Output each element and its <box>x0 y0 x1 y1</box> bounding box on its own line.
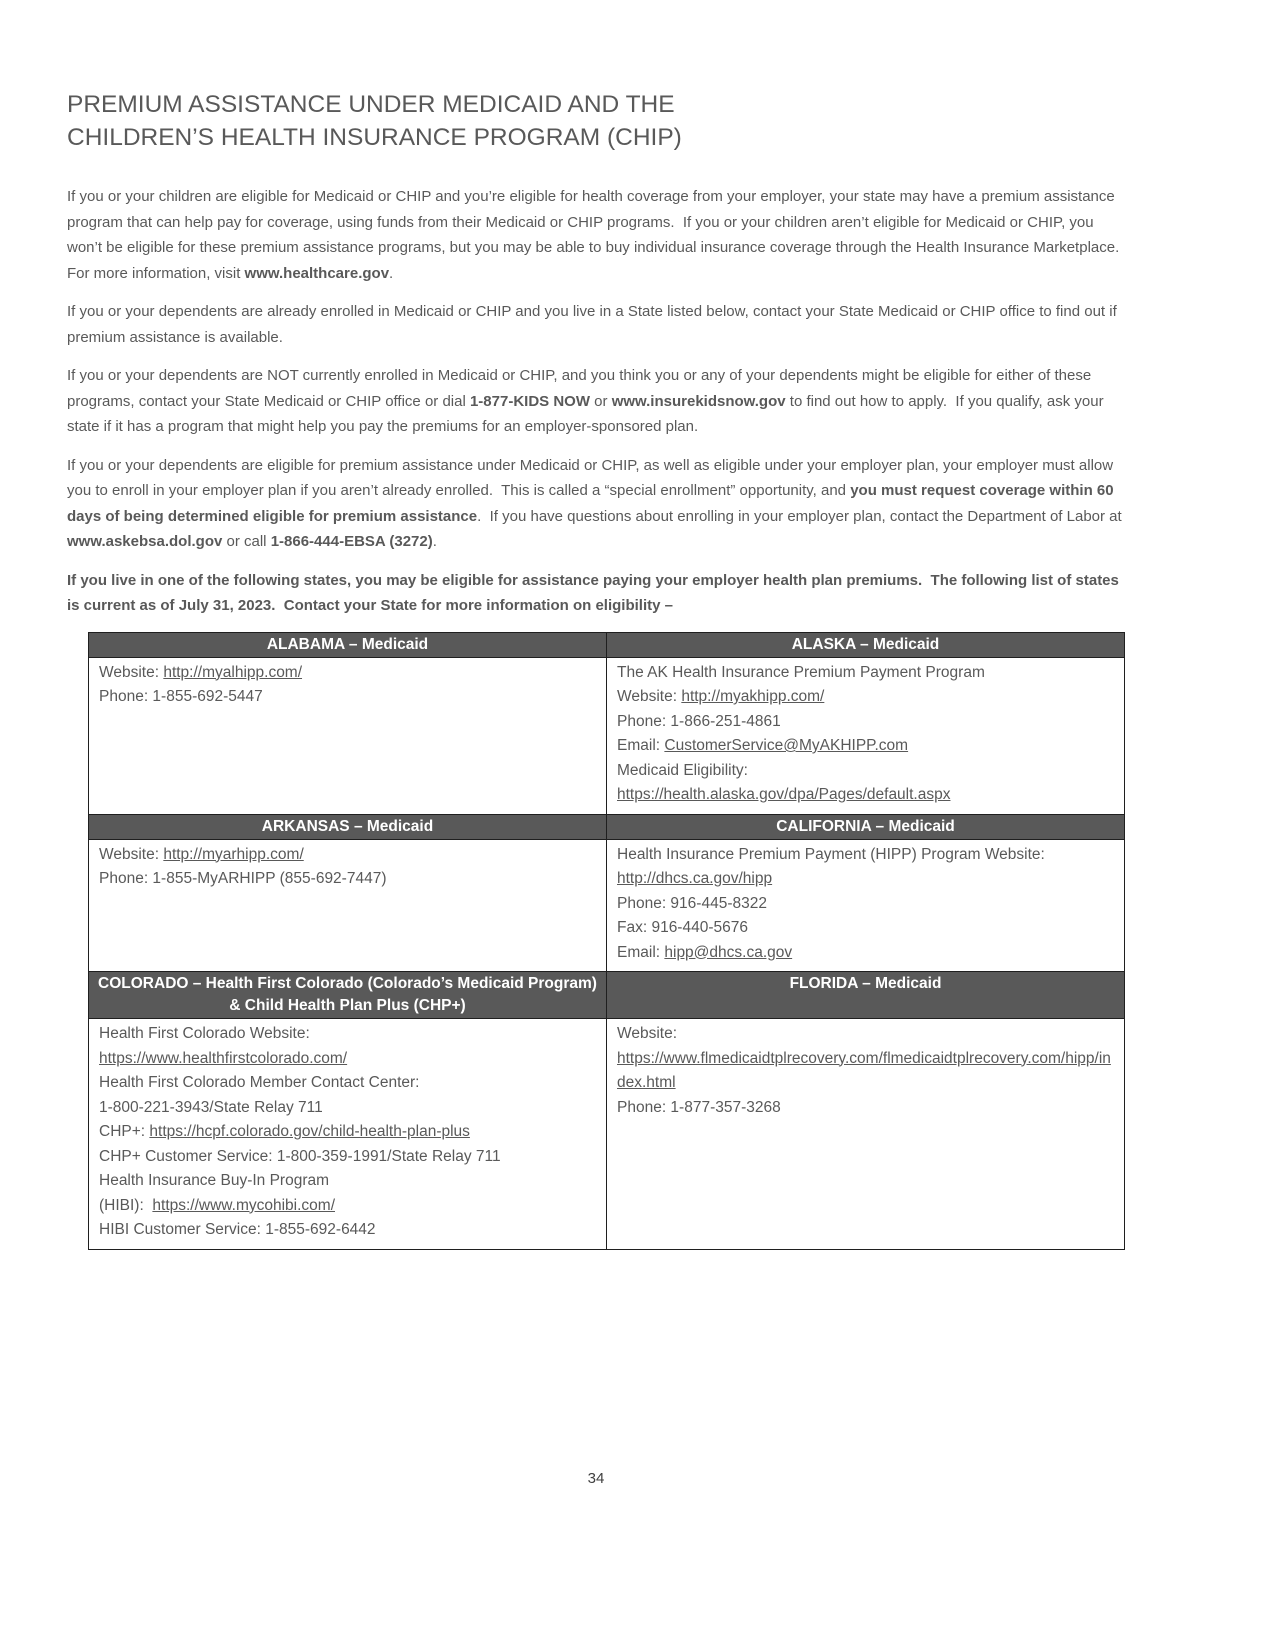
text-run: Phone: 1-855-MyARHIPP (855-692-7447) <box>99 870 387 887</box>
text-run: you must request coverage within 60 days of being determined eligible for premium assistance <box>67 482 1118 525</box>
text-run: www.healthcare.gov <box>244 264 390 282</box>
paragraph-states-list-intro <box>67 568 1125 619</box>
text-run: Website: <box>617 688 682 705</box>
text-run: Phone: 916-445-8322 <box>617 894 767 912</box>
colorado-hibi-link[interactable]: https://www.mycohibi.com/ <box>152 1196 335 1214</box>
cell-line <box>99 661 598 686</box>
text-run: Website: <box>617 1025 678 1042</box>
text-run: . If you have questions about enrolling in your employer plan, contact the Department of Labor at <box>477 507 1126 525</box>
cell-line <box>617 892 1116 917</box>
text-run: . <box>432 533 437 550</box>
paragraph-special-enrollment <box>67 453 1125 555</box>
text-run: Fax: 916-440-5676 <box>617 919 748 936</box>
table-cell-california <box>607 839 1125 972</box>
table-content-row-3 <box>89 1019 1125 1250</box>
page-number: 34 <box>587 1470 605 1487</box>
cell-line <box>617 916 1116 941</box>
alaska-email-link[interactable]: CustomerService@MyAKHIPP.com <box>664 737 909 754</box>
california-website-link[interactable]: http://dhcs.ca.gov/hipp <box>617 870 773 887</box>
text-run: Email: <box>617 737 665 754</box>
text-run: 1-877-KIDS NOW <box>469 392 590 410</box>
cell-line <box>99 1218 598 1243</box>
text-run: HIBI Customer Service: 1-855-692-6442 <box>99 1221 376 1238</box>
text-run: 1-800-221-3943/State Relay 711 <box>99 1098 323 1116</box>
cell-line <box>99 1022 598 1047</box>
cell-line <box>617 867 1116 892</box>
cell-line <box>99 1194 598 1219</box>
table-header-row-3 <box>89 972 1125 1019</box>
cell-line <box>99 685 598 710</box>
text-run: If you or your children are eligible for Medicaid or CHIP and you’re eligible for health coverage from your employer, your state may have a premium assistance program that can help pay for coverage, using funds from their Medicaid or CHIP programs. If you or your children aren’t eligible for Medicaid or CHIP, you won’t be eligible for these premium assistance programs, but you may be able to buy individual insurance coverage through the Health Insurance Marketplace. For more information, visit <box>67 188 1128 282</box>
text-run: Health First Colorado Member Contact Center: <box>99 1074 420 1091</box>
text-run: CHP+: <box>99 1123 150 1140</box>
cell-line <box>99 843 598 868</box>
cell-line <box>617 1022 1116 1047</box>
text-run: www.askebsa.dol.gov <box>67 533 223 550</box>
table-header-row-2 <box>89 814 1125 839</box>
text-run: Website: <box>99 663 164 681</box>
cell-line <box>617 1047 1116 1096</box>
table-content-row-2 <box>89 839 1125 972</box>
text-run: Website: <box>99 845 164 863</box>
text-run: CHP+ Customer Service: 1-800-359-1991/State Relay 711 <box>99 1147 501 1165</box>
text-run: 1-866-444-EBSA (3272) <box>270 533 433 550</box>
cell-line <box>99 867 598 892</box>
paragraph-already-enrolled <box>67 299 1125 350</box>
cell-line <box>617 783 1116 808</box>
text-run: Phone: 1-877-357-3268 <box>617 1098 781 1116</box>
text-run: Health First Colorado Website: <box>99 1025 310 1042</box>
table-header-alabama: ALABAMA – Medicaid <box>89 632 607 657</box>
text-run: If you or your dependents are NOT currently enrolled in Medicaid or CHIP, and you think you or any of your dependents might be eligible for either of these programs, contact your State Medicaid or CHIP office or dial <box>67 367 1096 410</box>
document-content <box>67 88 1128 1250</box>
page-title-line-1: PREMIUM ASSISTANCE UNDER MEDICAID AND THE <box>67 91 675 118</box>
arkansas-website-link[interactable]: http://myarhipp.com/ <box>163 845 304 863</box>
text-run: Medicaid Eligibility: <box>617 761 748 779</box>
cell-line <box>99 1071 598 1096</box>
text-run: Phone: 1-855-692-5447 <box>99 688 263 705</box>
text-run: or call <box>222 533 271 550</box>
cell-line <box>617 734 1116 759</box>
florida-website-link[interactable]: https://www.flmedicaidtplrecovery.com/flmedicaidtplrecovery.com/hipp/index.html <box>617 1049 1111 1091</box>
table-cell-florida <box>607 1019 1125 1250</box>
table-header-california: CALIFORNIA – Medicaid <box>607 814 1125 839</box>
table-cell-arkansas <box>89 839 607 972</box>
text-run: If you live in one of the following states, you may be eligible for assistance paying your employer health plan premiums. The following list of states is current as of July 31, 2023. Contact your State for more information on eligibility – <box>67 571 1124 614</box>
cell-line <box>99 1047 598 1072</box>
text-run: Health Insurance Buy-In Program <box>99 1172 330 1189</box>
cell-line <box>617 710 1116 735</box>
state-assistance-table <box>88 632 1125 1250</box>
text-run: If you or your dependents are eligible for premium assistance under Medicaid or CHIP, as well as eligible under your employer plan, your employer must allow you to enroll in your employer plan if you aren’t already enrolled. This is called a “special enrollment” opportunity, and <box>67 456 1118 499</box>
table-header-arkansas: ARKANSAS – Medicaid <box>89 814 607 839</box>
colorado-chp-plus-link[interactable]: https://hcpf.colorado.gov/child-health-plan-plus <box>149 1123 470 1140</box>
alaska-eligibility-link[interactable]: https://health.alaska.gov/dpa/Pages/default.aspx <box>617 786 951 803</box>
table-cell-colorado <box>89 1019 607 1250</box>
cell-line <box>617 685 1116 710</box>
text-run: www.insurekidsnow.gov <box>611 392 786 410</box>
text-run: Health Insurance Premium Payment (HIPP) Program Website: <box>617 845 1045 863</box>
cell-line <box>99 1096 598 1121</box>
table-content-row-1 <box>89 657 1125 814</box>
text-run: If you or your dependents are already enrolled in Medicaid or CHIP and you live in a State listed below, contact your State Medicaid or CHIP office to find out if premium assistance is available. <box>67 303 1121 346</box>
text-run: to find out how to apply. If you qualify, ask your state if it has a program that might help you pay the premiums for an employer-sponsored plan. <box>67 392 1108 435</box>
cell-line <box>99 1120 598 1145</box>
cell-line <box>617 1096 1116 1121</box>
table-header-row-1 <box>89 632 1125 657</box>
cell-line <box>617 843 1116 868</box>
table-cell-alaska <box>607 657 1125 814</box>
paragraph-premium-assistance-intro <box>67 184 1128 286</box>
text-run: (HIBI): <box>99 1196 153 1214</box>
text-run: or <box>590 392 612 410</box>
page-title <box>67 88 1125 154</box>
page-title-line-2: CHILDREN’S HEALTH INSURANCE PROGRAM (CHIP) <box>67 124 682 151</box>
cell-line <box>617 941 1116 966</box>
alabama-website-link[interactable]: http://myalhipp.com/ <box>163 663 303 681</box>
california-email-link[interactable]: hipp@dhcs.ca.gov <box>664 943 793 961</box>
cell-line <box>99 1145 598 1170</box>
text-run: The AK Health Insurance Premium Payment Program <box>617 663 985 681</box>
cell-line <box>617 661 1116 686</box>
table-header-colorado: COLORADO – Health First Colorado (Colorado’s Medicaid Program) & Child Health Plan Plus (CHP+) <box>89 972 607 1019</box>
table-cell-alabama <box>89 657 607 814</box>
alaska-website-link[interactable]: http://myakhipp.com/ <box>681 688 825 705</box>
text-run: . <box>389 264 394 282</box>
text-run: Phone: 1-866-251-4861 <box>617 712 781 730</box>
text-run: Email: <box>617 943 665 961</box>
cell-line <box>617 759 1116 784</box>
cell-line <box>99 1169 598 1194</box>
paragraph-not-enrolled <box>67 363 1125 440</box>
table-header-alaska: ALASKA – Medicaid <box>607 632 1125 657</box>
colorado-website-link[interactable]: https://www.healthfirstcolorado.com/ <box>99 1049 348 1067</box>
table-header-florida: FLORIDA – Medicaid <box>607 972 1125 1019</box>
